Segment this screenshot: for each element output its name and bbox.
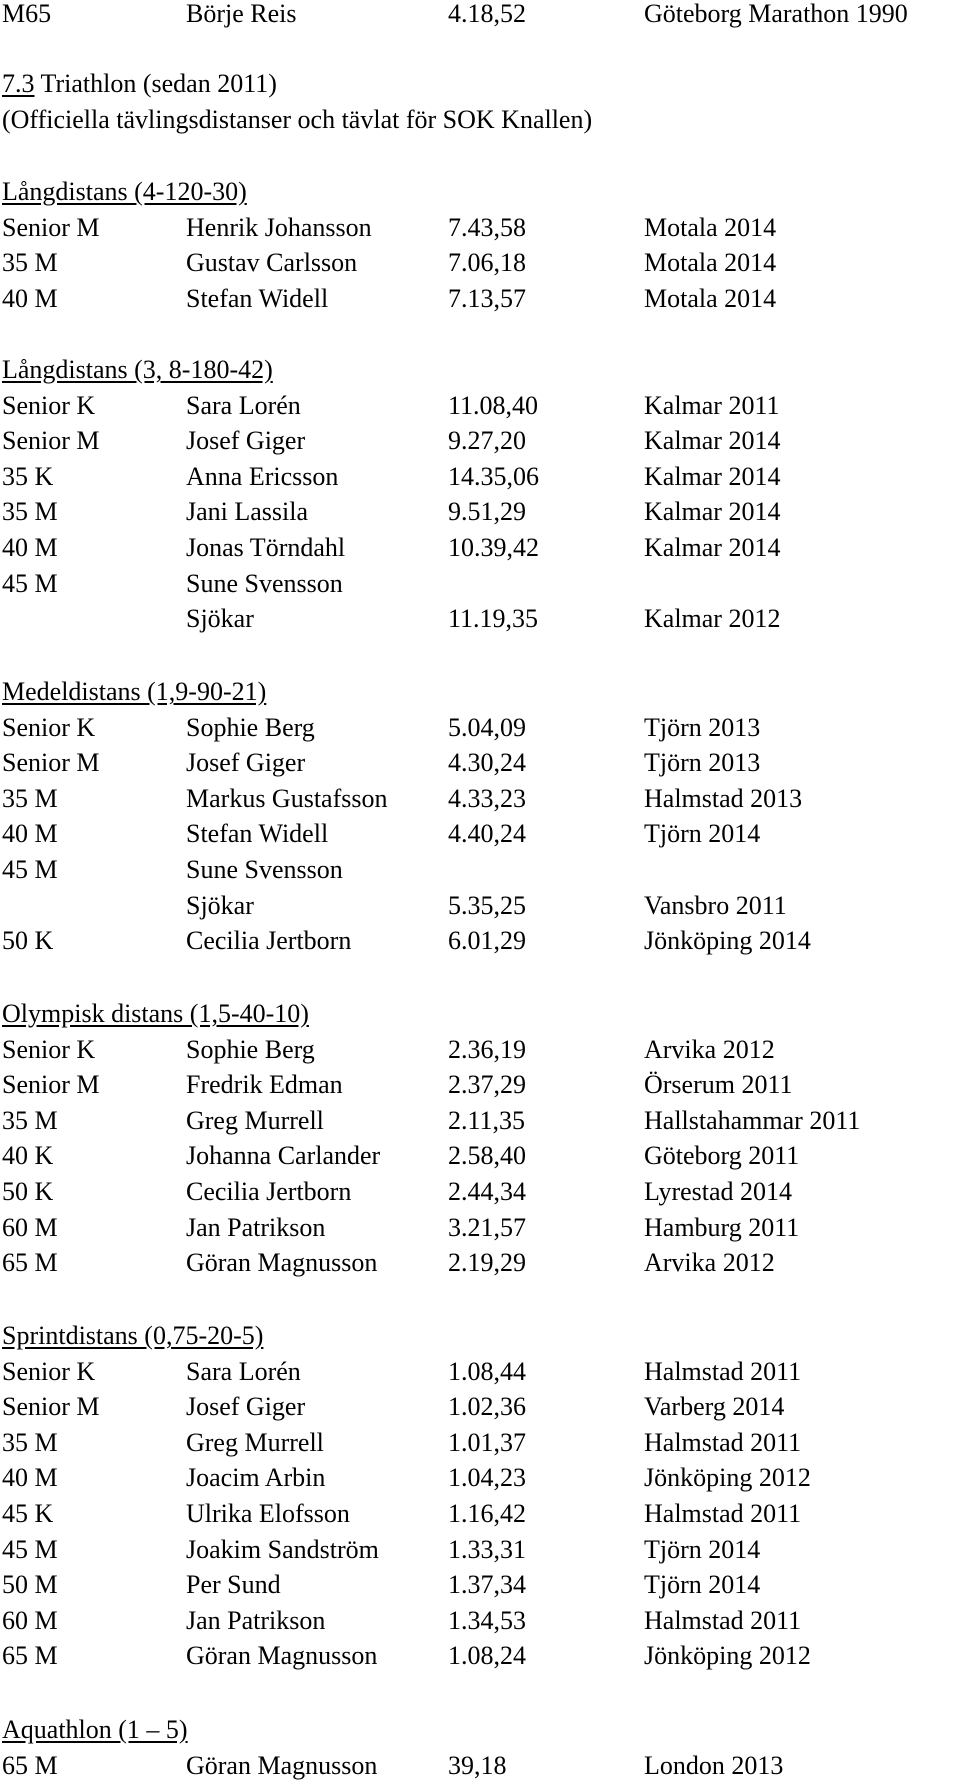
record-time: 1.34,53 <box>448 1605 526 1635</box>
record-time: 9.27,20 <box>448 426 526 456</box>
record-name: Sophie Berg <box>186 1034 315 1064</box>
record-place: Tjörn 2014 <box>644 1534 761 1564</box>
record-class: 60 M <box>2 1605 58 1635</box>
record-row <box>0 1603 960 1639</box>
record-class: Senior M <box>2 1392 100 1422</box>
group-heading <box>0 174 960 210</box>
record-time: 1.16,42 <box>448 1499 526 1528</box>
record-time: 7.13,57 <box>448 283 526 313</box>
record-name: Johanna Carlander <box>186 1141 381 1171</box>
record-place: Jönköping 2012 <box>644 1641 811 1671</box>
record-name: Göran Magnusson <box>186 1641 378 1671</box>
record-name: Cecilia Jertborn <box>186 926 352 956</box>
record-time: 3.21,57 <box>448 1212 526 1242</box>
section-title <box>0 66 960 102</box>
record-time: 1.01,37 <box>448 1427 526 1457</box>
record-place: Tjörn 2013 <box>644 748 761 778</box>
record-name: Gustav Carlsson <box>186 248 358 278</box>
record-row <box>0 1638 960 1674</box>
record-place: Kalmar 2012 <box>644 604 781 634</box>
record-name: Sophie Berg <box>186 712 315 742</box>
record-class: 65 M <box>2 1750 58 1780</box>
group-title: Olympisk distans (1,5-40-10) <box>2 999 309 1028</box>
record-place: Kalmar 2014 <box>644 426 781 456</box>
record-row <box>0 601 960 637</box>
record-place: Kalmar 2014 <box>644 533 781 562</box>
record-time: 7.06,18 <box>448 248 526 278</box>
record-name: Henrik Johansson <box>186 212 372 242</box>
record-class: 45 M <box>2 1534 58 1564</box>
record-place: Lyrestad 2014 <box>644 1177 793 1206</box>
record-class: 65 M <box>2 1248 58 1278</box>
group-title: Sprintdistans (0,75-20-5) <box>2 1321 264 1350</box>
record-row <box>0 459 960 495</box>
record-place: Vansbro 2011 <box>644 890 787 920</box>
record-class: 40 M <box>2 819 58 849</box>
record-name: Stefan Widell <box>186 283 329 313</box>
record-row <box>0 1210 960 1246</box>
record-row <box>0 566 960 602</box>
group-title: Långdistans (4-120-30) <box>2 177 247 206</box>
record-name: Josef Giger <box>186 748 306 778</box>
group-heading <box>0 352 960 388</box>
record-place: Motala 2014 <box>644 248 777 278</box>
record-time: 9.51,29 <box>448 497 526 527</box>
record-class: 35 M <box>2 248 58 278</box>
record-place: Hallstahammar 2011 <box>644 1105 861 1135</box>
record-class: Senior M <box>2 1070 100 1100</box>
record-row <box>0 388 960 424</box>
record-class: Senior K <box>2 712 96 742</box>
record-place: Arvika 2012 <box>644 1248 775 1278</box>
record-name: Sune Svensson <box>186 855 343 884</box>
group-title: Långdistans (3, 8-180-42) <box>2 355 273 384</box>
record-time: 2.36,19 <box>448 1034 526 1064</box>
record-name: Börje Reis <box>186 0 297 28</box>
section-number: 7.3 <box>2 69 35 98</box>
record-place: Motala 2014 <box>644 212 777 242</box>
record-place: Halmstad 2013 <box>644 783 803 813</box>
record-place: Kalmar 2014 <box>644 461 781 491</box>
section-title-text: Triathlon (sedan 2011) <box>34 69 277 98</box>
record-class: Senior K <box>2 1034 96 1064</box>
record-class: 50 K <box>2 926 54 956</box>
record-time: 7.43,58 <box>448 212 526 242</box>
record-time: 5.04,09 <box>448 712 526 742</box>
record-class: 45 K <box>2 1499 54 1528</box>
record-time: 2.44,34 <box>448 1177 526 1206</box>
group-heading <box>0 674 960 710</box>
record-class: 45 M <box>2 568 58 598</box>
record-name: Göran Magnusson <box>186 1750 378 1780</box>
record-class: Senior M <box>2 748 100 778</box>
record-place: Örserum 2011 <box>644 1070 793 1100</box>
record-class: Senior K <box>2 390 96 420</box>
group-heading <box>0 1712 960 1748</box>
record-class: 35 M <box>2 497 58 527</box>
record-row <box>0 710 960 746</box>
record-row <box>0 0 960 32</box>
record-row <box>0 245 960 281</box>
record-place: Tjörn 2014 <box>644 1570 761 1600</box>
record-name: Greg Murrell <box>186 1427 324 1457</box>
record-class: M65 <box>2 0 52 28</box>
record-time: 1.02,36 <box>448 1392 526 1422</box>
record-class: 50 K <box>2 1177 54 1206</box>
record-time: 2.37,29 <box>448 1070 526 1100</box>
record-place: Halmstad 2011 <box>644 1605 802 1635</box>
record-row <box>0 1425 960 1461</box>
record-place: Hamburg 2011 <box>644 1212 800 1242</box>
record-name: Jan Patrikson <box>186 1605 326 1635</box>
record-place: Arvika 2012 <box>644 1034 775 1064</box>
record-place: Halmstad 2011 <box>644 1356 802 1386</box>
record-row <box>0 530 960 566</box>
record-place: Kalmar 2014 <box>644 497 781 527</box>
record-time: 1.33,31 <box>448 1534 526 1564</box>
record-class: 40 K <box>2 1141 54 1171</box>
record-place: Göteborg 2011 <box>644 1141 800 1171</box>
record-class: 35 M <box>2 1105 58 1135</box>
record-row <box>0 1138 960 1174</box>
record-time: 14.35,06 <box>448 461 539 491</box>
record-row <box>0 1103 960 1139</box>
record-place: Halmstad 2011 <box>644 1499 802 1528</box>
record-time: 6.01,29 <box>448 926 526 956</box>
record-time: 10.39,42 <box>448 533 539 562</box>
record-row <box>0 816 960 852</box>
record-place: Motala 2014 <box>644 283 777 313</box>
record-name: Sjökar <box>186 604 254 634</box>
record-time: 4.30,24 <box>448 748 526 778</box>
record-place: London 2013 <box>644 1750 784 1780</box>
record-name: Per Sund <box>186 1570 281 1600</box>
record-name: Göran Magnusson <box>186 1248 378 1278</box>
record-time: 1.04,23 <box>448 1463 526 1493</box>
record-name: Josef Giger <box>186 426 306 456</box>
record-row <box>0 1748 960 1784</box>
record-row <box>0 1067 960 1103</box>
record-class: 35 M <box>2 783 58 813</box>
group-heading <box>0 996 960 1032</box>
record-place: Halmstad 2011 <box>644 1427 802 1457</box>
record-class: Senior K <box>2 1356 96 1386</box>
record-class: 35 M <box>2 1427 58 1457</box>
record-place: Tjörn 2014 <box>644 819 761 849</box>
record-class: 40 M <box>2 283 58 313</box>
record-row <box>0 494 960 530</box>
record-class: 65 M <box>2 1641 58 1671</box>
record-time: 11.19,35 <box>448 604 539 634</box>
record-place: Jönköping 2012 <box>644 1463 811 1493</box>
record-place: Göteborg Marathon 1990 <box>644 0 908 28</box>
record-row <box>0 1245 960 1281</box>
record-row <box>0 745 960 781</box>
record-row <box>0 852 960 888</box>
record-row <box>0 1032 960 1068</box>
record-name: Sara Lorén <box>186 1356 301 1386</box>
record-time: 4.40,24 <box>448 819 526 849</box>
record-class: Senior M <box>2 426 100 456</box>
group-heading <box>0 1318 960 1354</box>
record-row <box>0 281 960 317</box>
group-title: Aquathlon (1 – 5) <box>2 1715 188 1744</box>
record-time: 4.18,52 <box>448 0 526 28</box>
record-class: Senior M <box>2 212 100 242</box>
record-row <box>0 1532 960 1568</box>
record-name: Fredrik Edman <box>186 1070 343 1100</box>
record-row <box>0 781 960 817</box>
record-name: Joakim Sandström <box>186 1534 379 1564</box>
section-subtitle: (Officiella tävlingsdistanser och tävlat för SOK Knallen) <box>2 105 593 134</box>
record-name: Jan Patrikson <box>186 1212 326 1242</box>
record-name: Markus Gustafsson <box>186 783 388 813</box>
record-name: Anna Ericsson <box>186 461 339 491</box>
record-row <box>0 1174 960 1210</box>
record-row <box>0 1496 960 1532</box>
record-row <box>0 1460 960 1496</box>
record-name: Joacim Arbin <box>186 1463 326 1493</box>
record-row <box>0 1567 960 1603</box>
record-name: Josef Giger <box>186 1392 306 1422</box>
record-class: 35 K <box>2 461 54 491</box>
record-place: Varberg 2014 <box>644 1392 785 1422</box>
record-row <box>0 423 960 459</box>
record-time: 2.19,29 <box>448 1248 526 1278</box>
record-place: Tjörn 2013 <box>644 712 761 742</box>
record-time: 1.37,34 <box>448 1570 526 1600</box>
record-time: 4.33,23 <box>448 783 526 813</box>
record-class: 45 M <box>2 855 58 884</box>
record-row <box>0 888 960 924</box>
record-time: 1.08,44 <box>448 1356 526 1386</box>
record-class: 50 M <box>2 1570 58 1600</box>
record-name: Stefan Widell <box>186 819 329 849</box>
record-row <box>0 1389 960 1425</box>
record-class: 60 M <box>2 1212 58 1242</box>
record-time: 39,18 <box>448 1750 507 1780</box>
record-name: Sune Svensson <box>186 568 343 598</box>
record-name: Jani Lassila <box>186 497 309 527</box>
record-name: Cecilia Jertborn <box>186 1177 352 1206</box>
group-title: Medeldistans (1,9-90-21) <box>2 677 267 706</box>
record-place: Jönköping 2014 <box>644 926 811 956</box>
record-row <box>0 1354 960 1390</box>
record-place: Kalmar 2011 <box>644 390 780 420</box>
record-name: Greg Murrell <box>186 1105 324 1135</box>
record-time: 1.08,24 <box>448 1641 526 1671</box>
record-name: Sjökar <box>186 890 254 920</box>
record-row <box>0 923 960 959</box>
record-row <box>0 210 960 246</box>
record-time: 2.11,35 <box>448 1105 526 1135</box>
record-class: 40 M <box>2 533 58 562</box>
record-name: Sara Lorén <box>186 390 301 420</box>
record-time: 5.35,25 <box>448 890 526 920</box>
record-name: Jonas Törndahl <box>186 533 346 562</box>
record-name: Ulrika Elofsson <box>186 1499 350 1528</box>
record-time: 11.08,40 <box>448 390 539 420</box>
record-class: 40 M <box>2 1463 58 1493</box>
record-time: 2.58,40 <box>448 1141 526 1171</box>
